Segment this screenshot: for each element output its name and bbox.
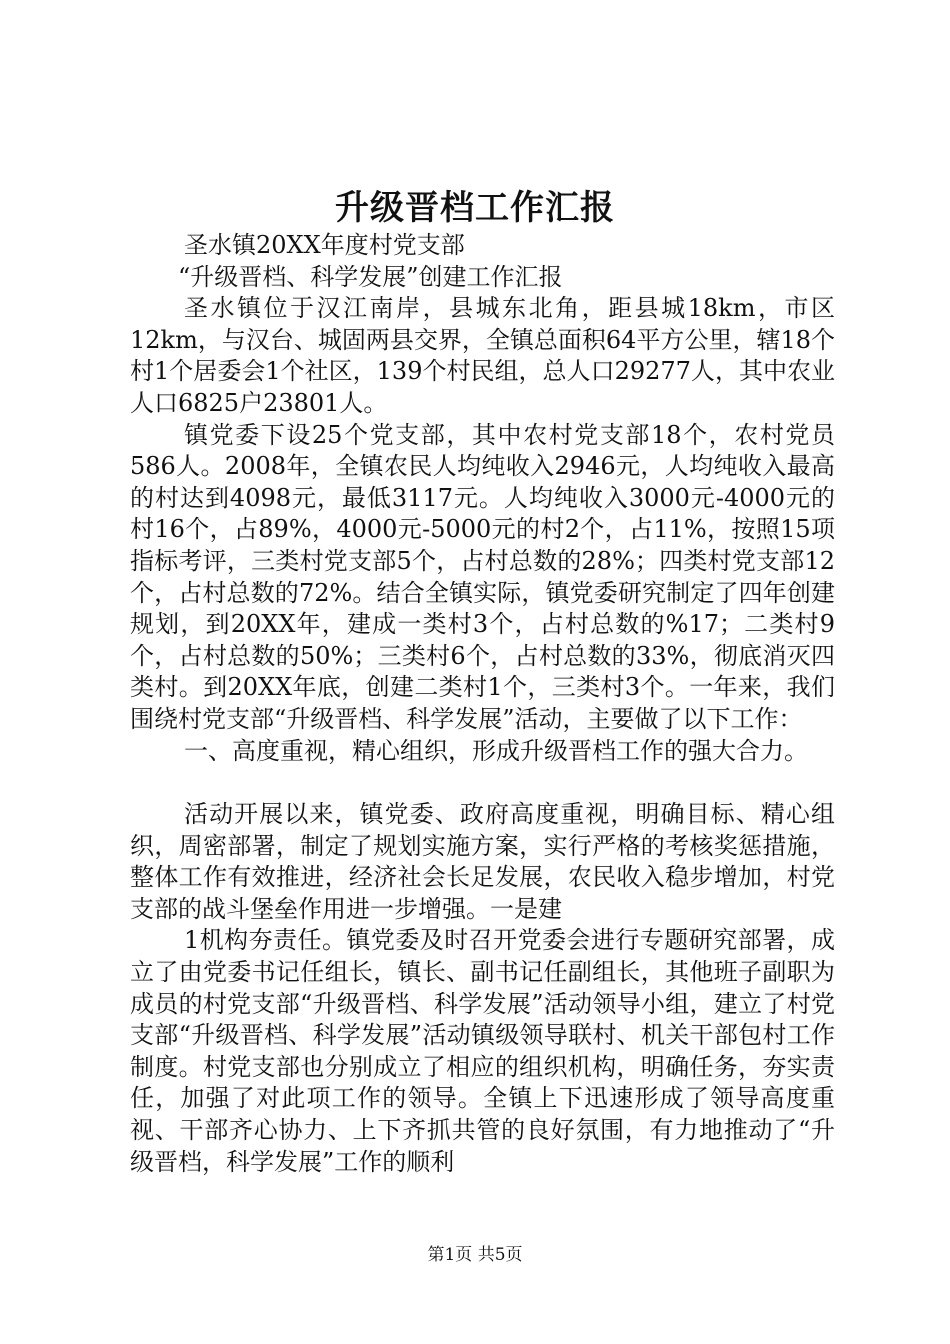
paragraph-activity: 活动开展以来，镇党委、政府高度重视，明确目标、精心组织，周密部署，制定了规划实施方案，实行严格的考核奖惩措施，整体工作有效推进，经济社会长足发展，农民收入稳步增加，村党支部的战斗堡垒作用进一步增强。一是建 bbox=[130, 800, 835, 923]
paragraph-location: 圣水镇位于汉江南岸，县城东北角，距县城18km，市区12km，与汉台、城固两县交界，全镇总面积64平方公里，辖18个村1个居委会1个社区，139个村民组，总人口29277人，其中农业人口6825户23801人。 bbox=[130, 294, 835, 417]
subtitle-line-2: “升级晋档、科学发展”创建工作汇报 bbox=[178, 262, 563, 291]
subtitle-line-1: 圣水镇20XX年度村党支部 bbox=[184, 231, 465, 259]
document-title: 升级晋档工作汇报 bbox=[335, 188, 615, 228]
paragraph-gap bbox=[130, 767, 835, 799]
section-heading-1: 一、高度重视，精心组织，形成升级晋档工作的强大合力。 bbox=[184, 736, 808, 765]
document-body bbox=[130, 230, 835, 1178]
paragraph-organization: 1机构夯责任。镇党委及时召开党委会进行专题研究部署，成立了由党委书记任组长，镇长、副书记任副组长，其他班子副职为成员的村党支部“升级晋档、科学发展”活动领导小组，建立了村党支部“升级晋档、科学发展”活动镇级领导联村、机关干部包村工作制度。村党支部也分别成立了相应的组织机构，明确任务，夯实责任，加强了对此项工作的领导。全镇上下迅速形成了领导高度重视、干部齐心协力、上下齐抓共管的良好氛围，有力地推动了“升级晋档，科学发展”工作的顺利 bbox=[130, 926, 835, 1176]
page-number-footer: 第1页 共5页 bbox=[427, 1245, 523, 1265]
paragraph-party-overview: 镇党委下设25个党支部，其中农村党支部18个，农村党员586人。2008年，全镇农民人均纯收入2946元，人均纯收入最高的村达到4098元，最低3117元。人均纯收入3000元-4000元的村16个，占89%，4000元-5000元的村2个，占11%，按照15项指标考评，三类村党支部5个，占村总数的28%；四类村党支部12个，占村总数的72%。结合全镇实际，镇党委研究制定了四年创建规划，到20XX年，建成一类村3个，占村总数的%17；二类村9个，占村总数的50%；三类村6个，占村总数的33%，彻底消灭四类村。到20XX年底，创建二类村1个，三类村3个。一年来，我们围绕村党支部“升级晋档、科学发展”活动，主要做了以下工作： bbox=[130, 420, 835, 733]
